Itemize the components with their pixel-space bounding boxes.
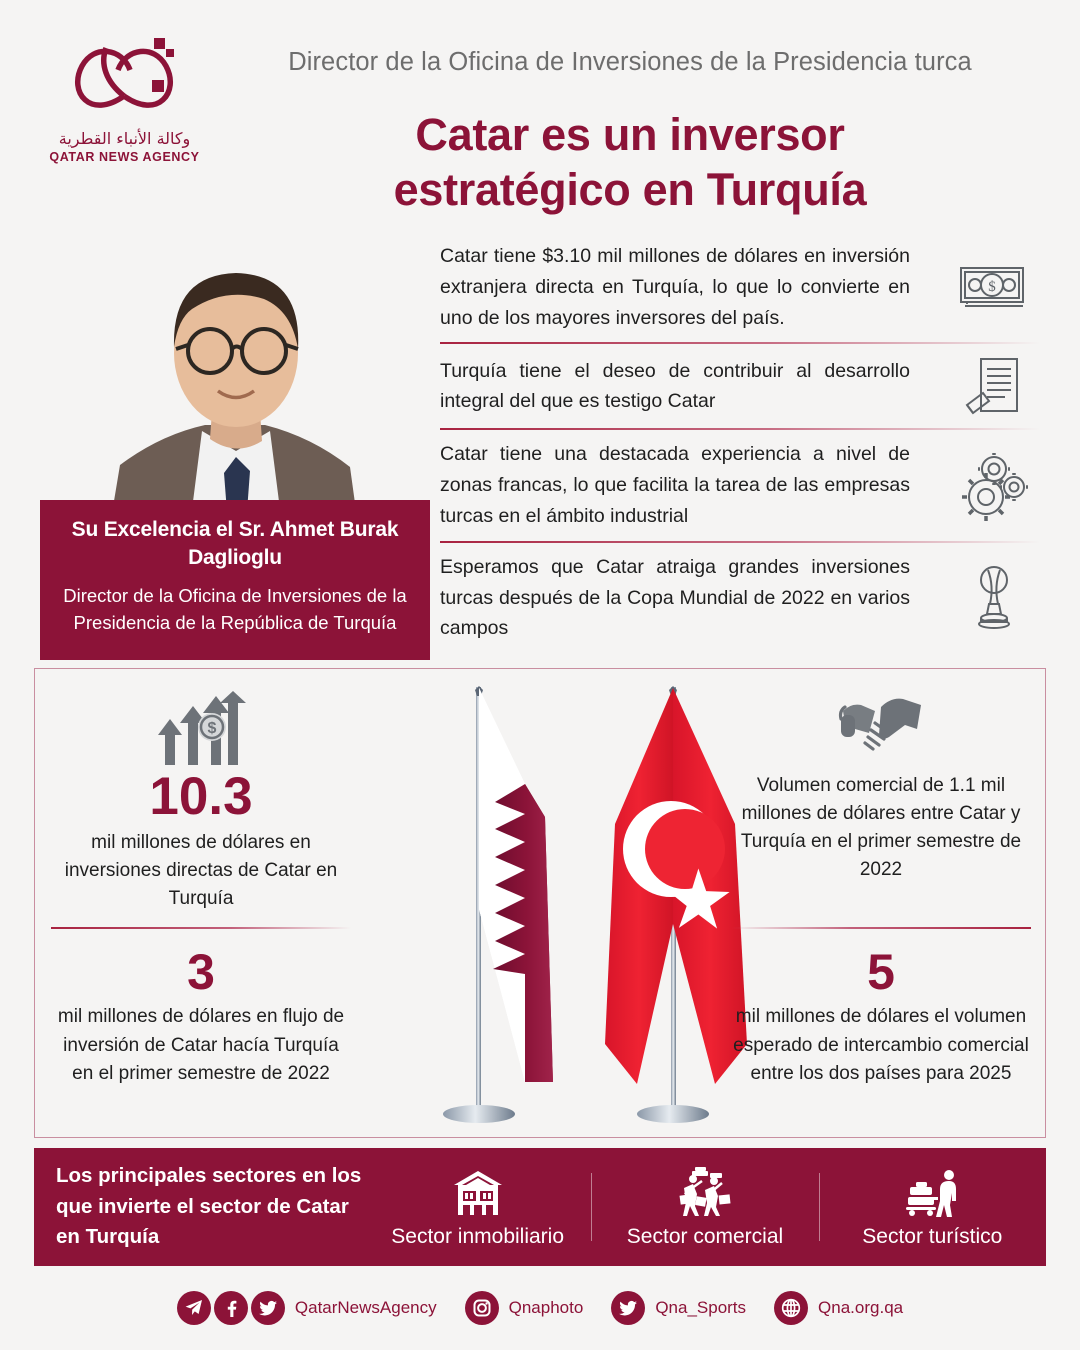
list-item bbox=[440, 344, 1040, 428]
stat-label: mil millones de dólares el volumen esperado de intercambio comercial entre los dos países para 2025 bbox=[733, 1006, 1029, 1084]
twitter-icon[interactable] bbox=[251, 1291, 285, 1325]
gears-icon bbox=[948, 451, 1040, 521]
sectors-bar bbox=[34, 1148, 1046, 1266]
bullet-text: Catar tiene $3.10 mil millones de dólares en inversión extranjera directa en Turquía, lo que lo convierte en uno de los mayores inversores del país. bbox=[440, 245, 910, 329]
twitter-icon[interactable] bbox=[611, 1291, 645, 1325]
facebook-icon[interactable] bbox=[214, 1291, 248, 1325]
globe-icon[interactable] bbox=[774, 1291, 808, 1325]
stat-value: 5 bbox=[867, 944, 895, 1000]
stat-block-left-top bbox=[51, 691, 351, 913]
header-kicker: Director de la Oficina de Inversiones de la Presidencia turca bbox=[288, 48, 972, 76]
sectors-title: Los principales sectores en los que invierte el sector de Catar en Turquía bbox=[56, 1163, 362, 1249]
portrait-photo bbox=[40, 225, 430, 525]
person-role: Director de la Oficina de Inversiones de la Presidencia de la República de Turquía bbox=[63, 585, 407, 633]
sector-item-comercial[interactable] bbox=[591, 1165, 818, 1249]
building-icon bbox=[370, 1165, 585, 1217]
portrait-caption bbox=[40, 500, 430, 660]
social-footer bbox=[0, 1278, 1080, 1338]
list-item bbox=[440, 430, 1040, 540]
social-handle: Qna_Sports bbox=[655, 1298, 747, 1317]
stat-divider-right bbox=[731, 927, 1031, 929]
social-handle: QatarNewsAgency bbox=[294, 1298, 437, 1317]
qna-logo bbox=[42, 24, 207, 164]
instagram-icon[interactable] bbox=[465, 1291, 499, 1325]
page-title bbox=[250, 108, 1010, 218]
sector-item-turistico[interactable] bbox=[819, 1165, 1046, 1249]
stat-label: Volumen comercial de 1.1 mil millones de dólares entre Catar y Turquía en el primer semestre de 2022 bbox=[740, 775, 1022, 881]
sector-label: Sector turístico bbox=[862, 1225, 1003, 1248]
stat-block-right-top bbox=[731, 687, 1031, 884]
stat-label: mil millones de dólares en flujo de inversión de Catar hacía Turquía en el primer semestre de 2022 bbox=[57, 1006, 345, 1084]
bullet-text: Turquía tiene el deseo de contribuir al desarrollo integral del que es testigo Catar bbox=[440, 359, 910, 413]
stat-divider-left bbox=[51, 927, 351, 929]
handshake-icon bbox=[731, 687, 1031, 758]
header bbox=[0, 0, 1080, 225]
svg-text:$: $ bbox=[988, 279, 996, 296]
social-handle: Qnaphoto bbox=[508, 1298, 584, 1317]
document-pen-icon bbox=[948, 353, 1040, 419]
social-group-sports bbox=[611, 1291, 746, 1325]
banknote-icon bbox=[948, 264, 1040, 310]
svg-text:$: $ bbox=[207, 720, 217, 737]
social-handle: Qna.org.qa bbox=[818, 1298, 904, 1317]
qna-logo-mark-icon bbox=[60, 24, 190, 129]
trade-porters-icon bbox=[597, 1165, 812, 1217]
statistics-panel bbox=[34, 668, 1046, 1138]
stat-value: 10.3 bbox=[149, 767, 253, 826]
list-item bbox=[440, 232, 1040, 342]
qna-logo-arabic: وكالة الأنباء القطرية bbox=[58, 129, 191, 148]
qatar-flag bbox=[443, 686, 553, 1123]
flags-illustration bbox=[375, 674, 775, 1134]
sector-label: Sector inmobiliario bbox=[391, 1225, 565, 1248]
list-item bbox=[440, 543, 1040, 653]
bullet-text: Esperamos que Catar atraiga grandes inversiones turcas después de la Copa Mundial de 2022 en varios campos bbox=[440, 555, 910, 640]
sector-label: Sector comercial bbox=[626, 1225, 784, 1248]
growth-arrows-dollar-icon bbox=[51, 691, 351, 770]
world-cup-trophy-icon bbox=[948, 562, 1040, 634]
key-points-list bbox=[440, 232, 1040, 653]
turkey-flag bbox=[605, 686, 747, 1123]
qna-logo-english: QATAR NEWS AGENCY bbox=[49, 150, 200, 164]
telegram-icon[interactable] bbox=[177, 1291, 211, 1325]
luggage-cart-icon bbox=[825, 1165, 1040, 1217]
social-group-main bbox=[177, 1291, 437, 1325]
stat-block-right-bottom bbox=[731, 944, 1031, 1089]
bullet-text: Catar tiene una destacada experiencia a nivel de zonas francas, lo que facilita la tarea de las empresas turcas en el ámbito industrial bbox=[440, 443, 910, 527]
social-group-instagram bbox=[465, 1291, 584, 1325]
stat-label: mil millones de dólares en inversiones directas de Catar en Turquía bbox=[64, 832, 338, 910]
headline-line-2: estratégico en Turquía bbox=[393, 163, 867, 215]
social-group-website bbox=[774, 1291, 903, 1325]
headline-line-1: Catar es un inversor bbox=[415, 109, 845, 160]
stat-value: 3 bbox=[187, 944, 215, 1000]
sector-item-inmobiliario[interactable] bbox=[364, 1165, 591, 1249]
stat-block-left-bottom bbox=[51, 944, 351, 1089]
person-name: Su Excelencia el Sr. Ahmet Burak Daglioglu bbox=[71, 518, 399, 569]
